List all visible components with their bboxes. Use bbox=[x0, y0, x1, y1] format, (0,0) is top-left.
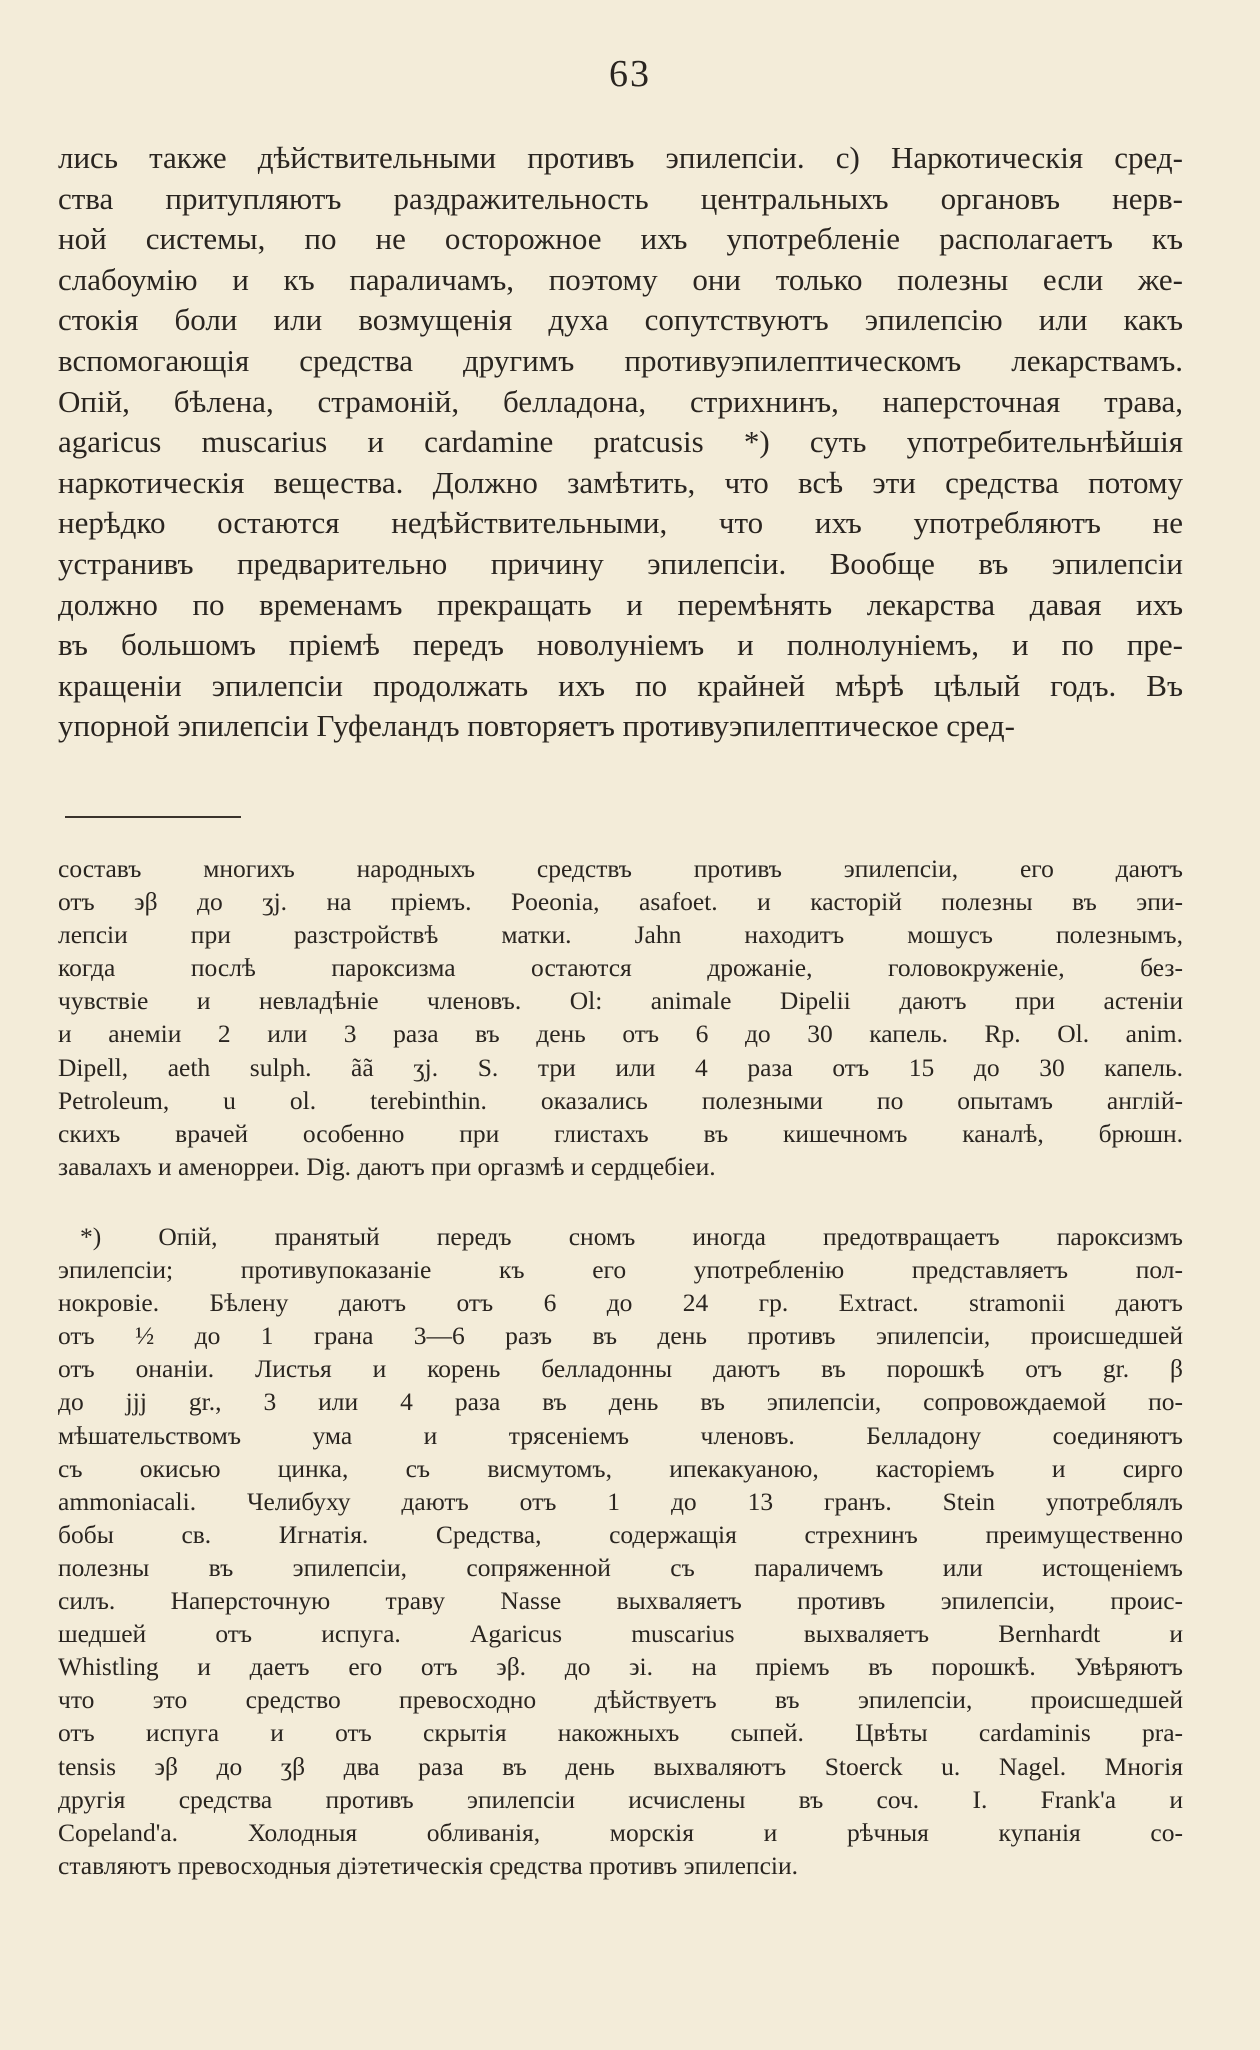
footnote-line: мѣшательствомъ ума и трясеніемъ членовъ. Белладону соединяютъ bbox=[58, 1420, 1183, 1450]
footnote-line: когда послѣ пароксизма остаются дрожаніе, головокруженіе, без- bbox=[58, 953, 1183, 983]
text-line: ства притупляютъ раздражительность центральныхъ органовъ нерв- bbox=[58, 180, 1183, 216]
text-line: стокія боли или возмущенія духа сопутствуютъ эпилепсію или какъ bbox=[58, 302, 1183, 338]
footnote-line: до jjj gr., 3 или 4 раза въ день въ эпилепсіи, сопровождаемой по- bbox=[58, 1387, 1183, 1417]
footnote-line: составъ многихъ народныхъ средствъ противъ эпилепсіи, его даютъ bbox=[58, 854, 1183, 883]
text-line: въ большомъ пріемѣ передъ новолуніемъ и полнолуніемъ, и по пре- bbox=[58, 627, 1183, 663]
text-line: нерѣдко остаются недѣйствительными, что ихъ употребляютъ не bbox=[58, 505, 1183, 541]
text-line: слабоумію и къ параличамъ, поэтому они только полезны если же- bbox=[58, 261, 1183, 297]
footnote-line: лепсіи при разстройствѣ матки. Jahn находитъ мошусъ полезнымъ, bbox=[58, 920, 1183, 950]
footnote-line: съ окисью цинка, съ висмутомъ, ипекакуаною, касторіемъ и сирго bbox=[58, 1453, 1183, 1483]
footnote-line: силъ. Наперсточную траву Nasse выхваляетъ противъ эпилепсіи, проис- bbox=[58, 1586, 1183, 1616]
text-line: упорной эпилепсіи Гуфеландъ повторяетъ противуэпилептическое сред- bbox=[58, 708, 1015, 744]
text-line: кращеніи эпилепсіи продолжать ихъ по крайней мѣрѣ цѣлый годъ. Въ bbox=[58, 667, 1183, 703]
text-line: устранивъ предварительно причину эпилепсіи. Вообще въ эпилепсіи bbox=[58, 545, 1183, 581]
footnote-line: Dipell, aeth sulph. ãã ʒj. S. три или 4 раза отъ 15 до 30 капель. bbox=[58, 1052, 1183, 1082]
footnote-line: отъ онаніи. Листья и корень белладонны даютъ въ порошкѣ отъ gr. β bbox=[58, 1354, 1183, 1384]
page-number: 63 bbox=[609, 53, 651, 95]
footnote-line: Whistling и даетъ его отъ ϶β. до ϶i. на пріемъ въ порошкѣ. Увѣряютъ bbox=[58, 1652, 1183, 1682]
footnote-line: шедшей отъ испуга. Agaricus muscarius выхваляетъ Bernhardt и bbox=[58, 1619, 1183, 1649]
footnote-line: другія средства противъ эпилепсіи исчислены въ соч. I. Frank'a и bbox=[58, 1784, 1183, 1814]
footnote-line: ставляютъ превосходныя діэтетическія средства противъ эпилепсіи. bbox=[58, 1850, 798, 1880]
footnote-line: отъ ϶β до ʒj. на пріемъ. Poeonia, asafoet. и касторій полезны въ эпи- bbox=[58, 887, 1183, 917]
footnote-continuation bbox=[58, 852, 1183, 1183]
footnote-line: отъ ½ до 1 грана 3—6 разъ въ день противъ эпилепсіи, происшедшей bbox=[58, 1321, 1183, 1351]
text-line: должно по временамъ прекращать и перемѣнять лекарства давая ихъ bbox=[58, 586, 1183, 622]
footnote-line: ammoniacali. Челибуху даютъ отъ 1 до 13 гранъ. Stein употреблялъ bbox=[58, 1486, 1183, 1516]
footnote-line: tensis ϶β до ʒβ два раза въ день выхваляютъ Stoerck u. Nagel. Многія bbox=[58, 1751, 1183, 1781]
text-line: вспомогающія средства другимъ противуэпилептическомъ лекарствамъ. bbox=[58, 342, 1183, 378]
main-text bbox=[58, 138, 1183, 747]
footnote-line: Petroleum, u ol. terebinthin. оказались полезными по опытамъ англій- bbox=[58, 1085, 1183, 1115]
footnote-line: скихъ врачей особенно при глистахъ въ кишечномъ каналѣ, брюшн. bbox=[58, 1118, 1183, 1148]
footnote-line: чувствіе и невладѣніе членовъ. Ol: animale Dipelii даютъ при астеніи bbox=[58, 986, 1183, 1016]
text-line: наркотическія вещества. Должно замѣтить, что всѣ эти средства потому bbox=[58, 464, 1183, 500]
footnote-line: Copeland'a. Холодныя обливанія, морскія и рѣчныя купанія со- bbox=[58, 1817, 1183, 1847]
text-line: agaricus muscarius и cardamine pratcusis *) суть употребительнѣйшія bbox=[58, 424, 1183, 460]
footnote-line: завалахъ и аменорреи. Dig. даютъ при оргазмѣ и сердцебіеи. bbox=[58, 1151, 716, 1181]
footnote-line: что это средство превосходно дѣйствуетъ въ эпилепсіи, происшедшей bbox=[58, 1685, 1183, 1715]
footnote-line: отъ испуга и отъ скрытія накожныхъ сыпей. Цвѣты cardaminis pra- bbox=[58, 1718, 1183, 1748]
footnote-line: полезны въ эпилепсіи, сопряженной съ параличемъ или истощеніемъ bbox=[58, 1552, 1183, 1582]
footnote-divider bbox=[65, 816, 241, 818]
footnote-line: эпилепсіи; противупоказаніе къ его употребленію представляетъ пол- bbox=[58, 1255, 1183, 1285]
text-line: Опій, бѣлена, страмоній, белладона, стрихнинъ, наперсточная трава, bbox=[58, 383, 1183, 419]
footnote-line: и анеміи 2 или 3 раза въ день отъ 6 до 30 капель. Rp. Ol. anim. bbox=[58, 1019, 1183, 1049]
footnote-asterisk bbox=[58, 1220, 1183, 1882]
text-line: лись также дѣйствительными противъ эпилепсіи. c) Наркотическія сред- bbox=[58, 140, 1183, 175]
footnote-line: нокровіе. Бѣлену даютъ отъ 6 до 24 гр. Extract. stramonii даютъ bbox=[58, 1288, 1183, 1318]
footnote-line: *) Опій, пранятый передъ сномъ иногда предотвращаетъ пароксизмъ bbox=[80, 1222, 1183, 1251]
footnote-line: бобы св. Игнатія. Средства, содержащія стрехнинъ преимущественно bbox=[58, 1519, 1183, 1549]
text-line: ной системы, по не осторожное ихъ употребленіе располагаетъ къ bbox=[58, 221, 1183, 257]
